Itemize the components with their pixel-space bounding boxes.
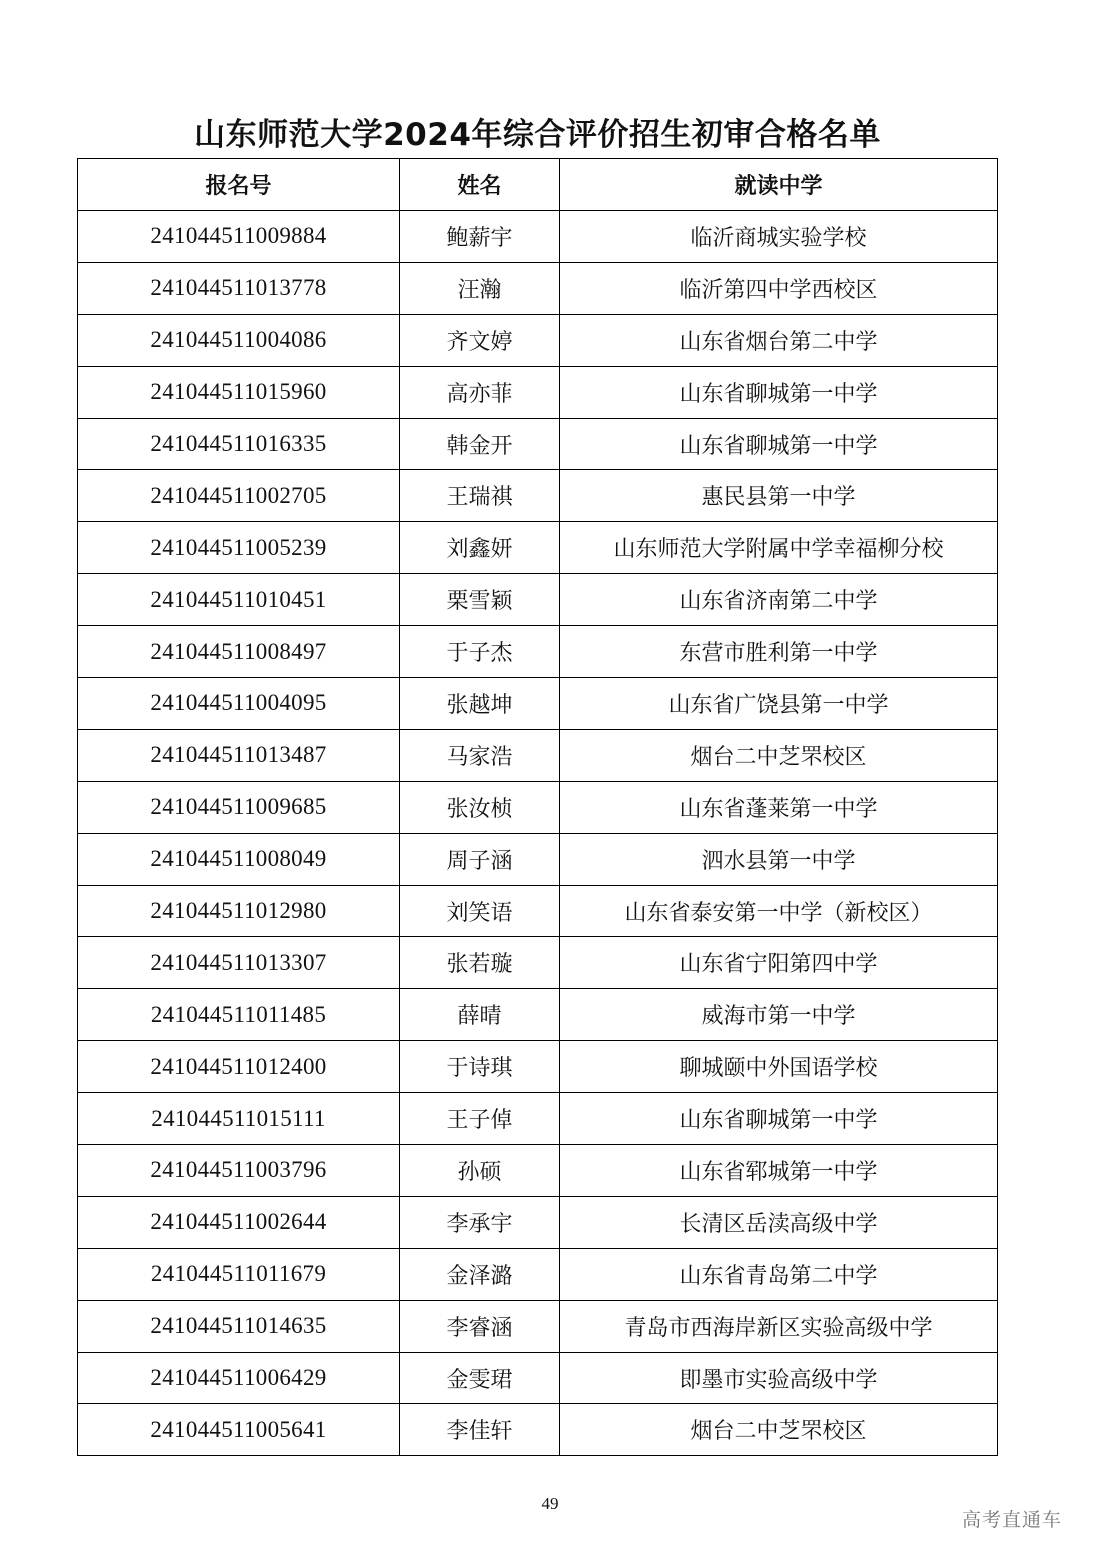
registration-number-cell: 241044511002705 [78, 470, 400, 522]
header-name: 姓名 [400, 159, 560, 211]
school-cell: 东营市胜利第一中学 [560, 626, 998, 678]
table-row [78, 678, 998, 730]
student-name-cell: 金泽潞 [400, 1248, 560, 1300]
table-row [78, 1145, 998, 1197]
table-row [78, 366, 998, 418]
table-row [78, 1041, 998, 1093]
registration-number-cell: 241044511015111 [78, 1093, 400, 1145]
table-row [78, 937, 998, 989]
table-row [78, 1300, 998, 1352]
table-row [78, 522, 998, 574]
table-row [78, 626, 998, 678]
registration-number-cell: 241044511013307 [78, 937, 400, 989]
document-title: 山东师范大学2024年综合评价招生初审合格名单 [194, 117, 881, 153]
registration-number-cell: 241044511005641 [78, 1404, 400, 1456]
school-cell: 山东省青岛第二中学 [560, 1248, 998, 1300]
registration-number-cell: 241044511016335 [78, 418, 400, 470]
student-name-cell: 王瑞祺 [400, 470, 560, 522]
table-row [78, 885, 998, 937]
table-row [78, 729, 998, 781]
registration-number-cell: 241044511009685 [78, 781, 400, 833]
registration-number-cell: 241044511003796 [78, 1145, 400, 1197]
school-cell: 山东师范大学附属中学幸福柳分校 [560, 522, 998, 574]
school-cell: 聊城颐中外国语学校 [560, 1041, 998, 1093]
school-cell: 青岛市西海岸新区实验高级中学 [560, 1300, 998, 1352]
registration-number-cell: 241044511014635 [78, 1300, 400, 1352]
registration-number-cell: 241044511013778 [78, 262, 400, 314]
registration-number-cell: 241044511009884 [78, 211, 400, 263]
registration-number-cell: 241044511002644 [78, 1196, 400, 1248]
table-row [78, 211, 998, 263]
registration-number-cell: 241044511011679 [78, 1248, 400, 1300]
admission-list-table [77, 158, 998, 1456]
registration-number-cell: 241044511013487 [78, 729, 400, 781]
student-name-cell: 金雯珺 [400, 1352, 560, 1404]
student-name-cell: 韩金开 [400, 418, 560, 470]
table-row [78, 470, 998, 522]
table-row [78, 1352, 998, 1404]
student-name-cell: 李承宇 [400, 1196, 560, 1248]
school-cell: 长清区岳渎高级中学 [560, 1196, 998, 1248]
student-name-cell: 李佳轩 [400, 1404, 560, 1456]
page-number: 49 [541, 1494, 559, 1513]
school-cell: 山东省蓬莱第一中学 [560, 781, 998, 833]
registration-number-cell: 241044511012980 [78, 885, 400, 937]
student-name-cell: 刘鑫妍 [400, 522, 560, 574]
school-cell: 威海市第一中学 [560, 989, 998, 1041]
table-row [78, 418, 998, 470]
registration-number-cell: 241044511004086 [78, 314, 400, 366]
student-name-cell: 汪瀚 [400, 262, 560, 314]
school-cell: 山东省郓城第一中学 [560, 1145, 998, 1197]
school-cell: 山东省聊城第一中学 [560, 418, 998, 470]
school-cell: 烟台二中芝罘校区 [560, 729, 998, 781]
student-name-cell: 李睿涵 [400, 1300, 560, 1352]
table-row [78, 574, 998, 626]
student-name-cell: 薛晴 [400, 989, 560, 1041]
registration-number-cell: 241044511011485 [78, 989, 400, 1041]
table-row [78, 1404, 998, 1456]
table-row [78, 781, 998, 833]
table-row [78, 1196, 998, 1248]
school-cell: 山东省聊城第一中学 [560, 366, 998, 418]
student-name-cell: 齐文婷 [400, 314, 560, 366]
table-row [78, 262, 998, 314]
student-name-cell: 于诗琪 [400, 1041, 560, 1093]
registration-number-cell: 241044511008497 [78, 626, 400, 678]
student-name-cell: 孙硕 [400, 1145, 560, 1197]
table-row [78, 1248, 998, 1300]
header-registration-number: 报名号 [78, 159, 400, 211]
school-cell: 山东省泰安第一中学（新校区） [560, 885, 998, 937]
school-cell: 临沂商城实验学校 [560, 211, 998, 263]
registration-number-cell: 241044511004095 [78, 678, 400, 730]
watermark-text: 高考直通车 [962, 1509, 1063, 1531]
school-cell: 山东省聊城第一中学 [560, 1093, 998, 1145]
registration-number-cell: 241044511012400 [78, 1041, 400, 1093]
school-cell: 即墨市实验高级中学 [560, 1352, 998, 1404]
student-name-cell: 张汝桢 [400, 781, 560, 833]
student-name-cell: 周子涵 [400, 833, 560, 885]
table-row [78, 1093, 998, 1145]
school-cell: 临沂第四中学西校区 [560, 262, 998, 314]
table-header-row [78, 159, 998, 211]
school-cell: 烟台二中芝罘校区 [560, 1404, 998, 1456]
school-cell: 山东省济南第二中学 [560, 574, 998, 626]
table-body [78, 211, 998, 1456]
student-name-cell: 马家浩 [400, 729, 560, 781]
school-cell: 泗水县第一中学 [560, 833, 998, 885]
registration-number-cell: 241044511005239 [78, 522, 400, 574]
school-cell: 山东省广饶县第一中学 [560, 678, 998, 730]
table-row [78, 989, 998, 1041]
school-cell: 山东省宁阳第四中学 [560, 937, 998, 989]
student-name-cell: 张越坤 [400, 678, 560, 730]
student-name-cell: 鲍薪宇 [400, 211, 560, 263]
student-name-cell: 刘笑语 [400, 885, 560, 937]
registration-number-cell: 241044511006429 [78, 1352, 400, 1404]
registration-number-cell: 241044511015960 [78, 366, 400, 418]
table-row [78, 314, 998, 366]
student-name-cell: 高亦菲 [400, 366, 560, 418]
student-name-cell: 王子倬 [400, 1093, 560, 1145]
registration-number-cell: 241044511008049 [78, 833, 400, 885]
table-row [78, 833, 998, 885]
student-name-cell: 于子杰 [400, 626, 560, 678]
student-name-cell: 栗雪颖 [400, 574, 560, 626]
registration-number-cell: 241044511010451 [78, 574, 400, 626]
student-name-cell: 张若璇 [400, 937, 560, 989]
school-cell: 山东省烟台第二中学 [560, 314, 998, 366]
school-cell: 惠民县第一中学 [560, 470, 998, 522]
header-school: 就读中学 [560, 159, 998, 211]
